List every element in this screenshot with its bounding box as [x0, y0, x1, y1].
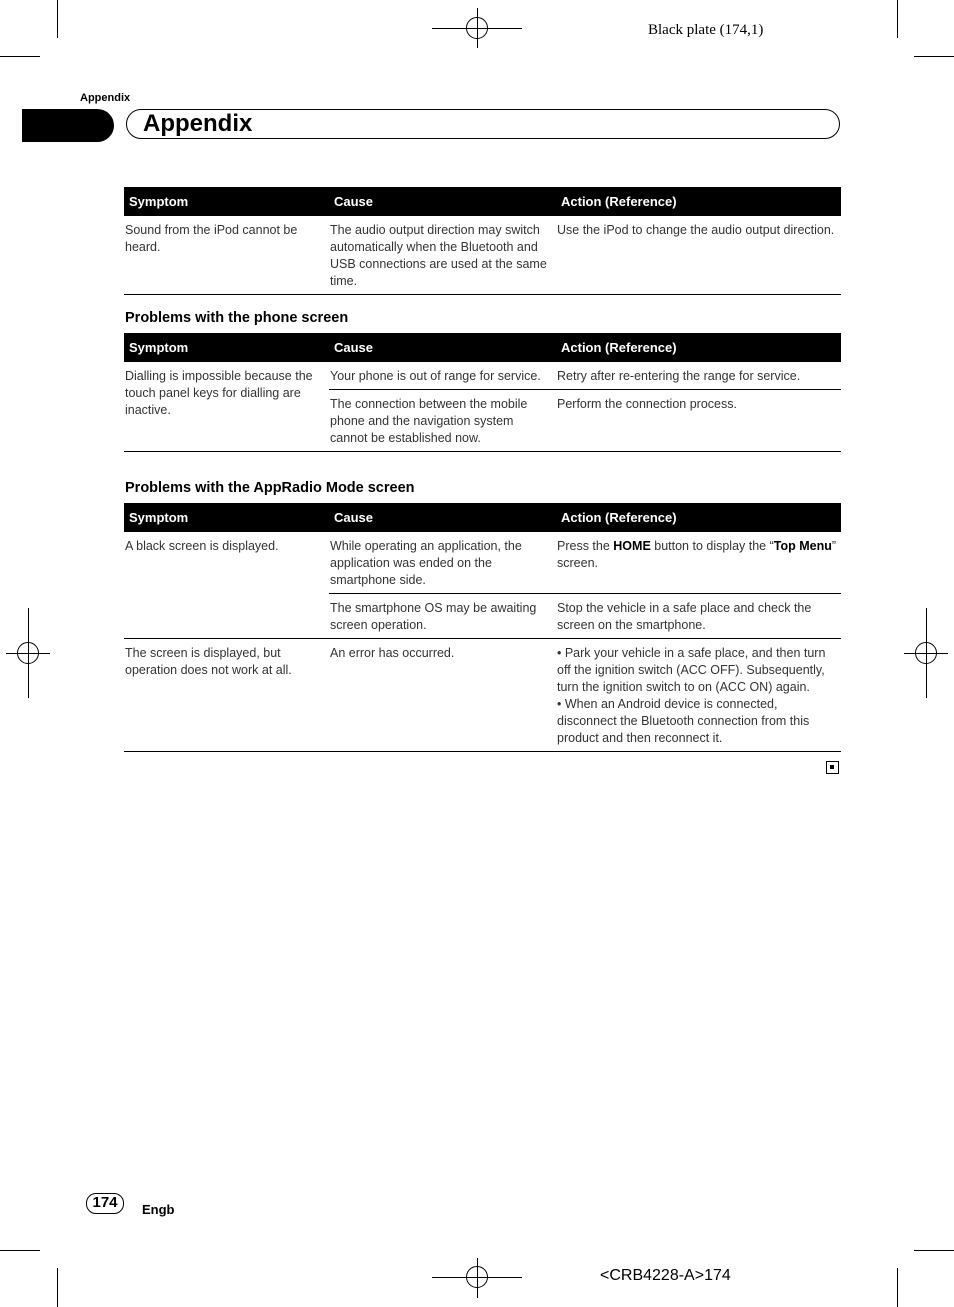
column-header-action: Action (Reference): [556, 333, 841, 362]
page-number: 174: [86, 1193, 124, 1214]
column-header-symptom: Symptom: [124, 333, 329, 362]
action-cell: Retry after re-entering the range for service.: [556, 362, 841, 390]
action-cell: [556, 532, 841, 594]
registration-mark: [915, 642, 937, 664]
crop-mark: [0, 1250, 40, 1251]
column-header-symptom: Symptom: [124, 187, 329, 216]
action-cell: Stop the vehicle in a safe place and check the screen on the smartphone.: [556, 594, 841, 639]
table-row: [124, 362, 841, 390]
table-header-row: [124, 187, 841, 216]
troubleshooting-table-phone: [124, 333, 841, 452]
symptom-cell: Sound from the iPod cannot be heard.: [124, 216, 329, 295]
plate-label: Black plate (174,1): [648, 22, 764, 38]
action-text: Press the: [557, 539, 614, 553]
column-header-action: Action (Reference): [556, 187, 841, 216]
registration-mark: [17, 642, 39, 664]
language-code: Engb: [142, 1202, 175, 1217]
crop-mark: [914, 1250, 954, 1251]
action-cell: Use the iPod to change the audio output direction.: [556, 216, 841, 295]
crop-mark: [897, 1268, 898, 1307]
symptom-cell: A black screen is displayed.: [124, 532, 329, 639]
table-row: [124, 216, 841, 295]
table-row: [124, 639, 841, 752]
column-header-symptom: Symptom: [124, 503, 329, 532]
registration-mark: [466, 1266, 488, 1288]
column-header-action: Action (Reference): [556, 503, 841, 532]
cause-cell: An error has occurred.: [329, 639, 556, 752]
running-header: Appendix: [80, 92, 131, 104]
registration-mark: [466, 17, 488, 39]
action-bullet: • Park your vehicle in a safe place, and then turn off the ignition switch (ACC OFF). Subsequently, turn the ignition switch to on (ACC ON) again.: [557, 646, 826, 694]
troubleshooting-table-appradio: [124, 503, 841, 752]
table-row: [124, 532, 841, 594]
crop-mark: [57, 0, 58, 38]
column-header-cause: Cause: [329, 333, 556, 362]
crop-mark: [0, 56, 40, 57]
action-bullet: • When an Android device is connected, disconnect the Bluetooth connection from this product and then reconnect it.: [557, 697, 810, 745]
action-text: button to display the “: [650, 539, 774, 553]
column-header-cause: Cause: [329, 503, 556, 532]
home-key-label: HOME: [613, 539, 651, 553]
section-heading-appradio: Problems with the AppRadio Mode screen: [125, 480, 415, 496]
crop-mark: [897, 0, 898, 38]
troubleshooting-table-ipod: [124, 187, 841, 295]
cause-cell: Your phone is out of range for service.: [329, 362, 556, 390]
symptom-cell: Dialling is impossible because the touch panel keys for dialling are inactive.: [124, 362, 329, 452]
section-heading-phone: Problems with the phone screen: [125, 310, 349, 326]
action-cell: Perform the connection process.: [556, 390, 841, 452]
cause-cell: The smartphone OS may be awaiting screen operation.: [329, 594, 556, 639]
cause-cell: The connection between the mobile phone and the navigation system cannot be established now.: [329, 390, 556, 452]
action-text: ” screen.: [557, 539, 837, 570]
action-cell: [556, 639, 841, 752]
crop-mark: [57, 1268, 58, 1307]
symptom-cell: The screen is displayed, but operation does not work at all.: [124, 639, 329, 752]
top-menu-label: Top Menu: [773, 539, 832, 553]
page-title: Appendix: [143, 110, 253, 137]
table-header-row: [124, 333, 841, 362]
end-of-section-icon: [826, 761, 839, 774]
cause-cell: The audio output direction may switch automatically when the Bluetooth and USB connections are used at the same time.: [329, 216, 556, 295]
job-code: <CRB4228-A>174: [600, 1267, 731, 1284]
column-header-cause: Cause: [329, 187, 556, 216]
section-tab: [22, 109, 114, 142]
table-header-row: [124, 503, 841, 532]
crop-mark: [914, 56, 954, 57]
cause-cell: While operating an application, the application was ended on the smartphone side.: [329, 532, 556, 594]
